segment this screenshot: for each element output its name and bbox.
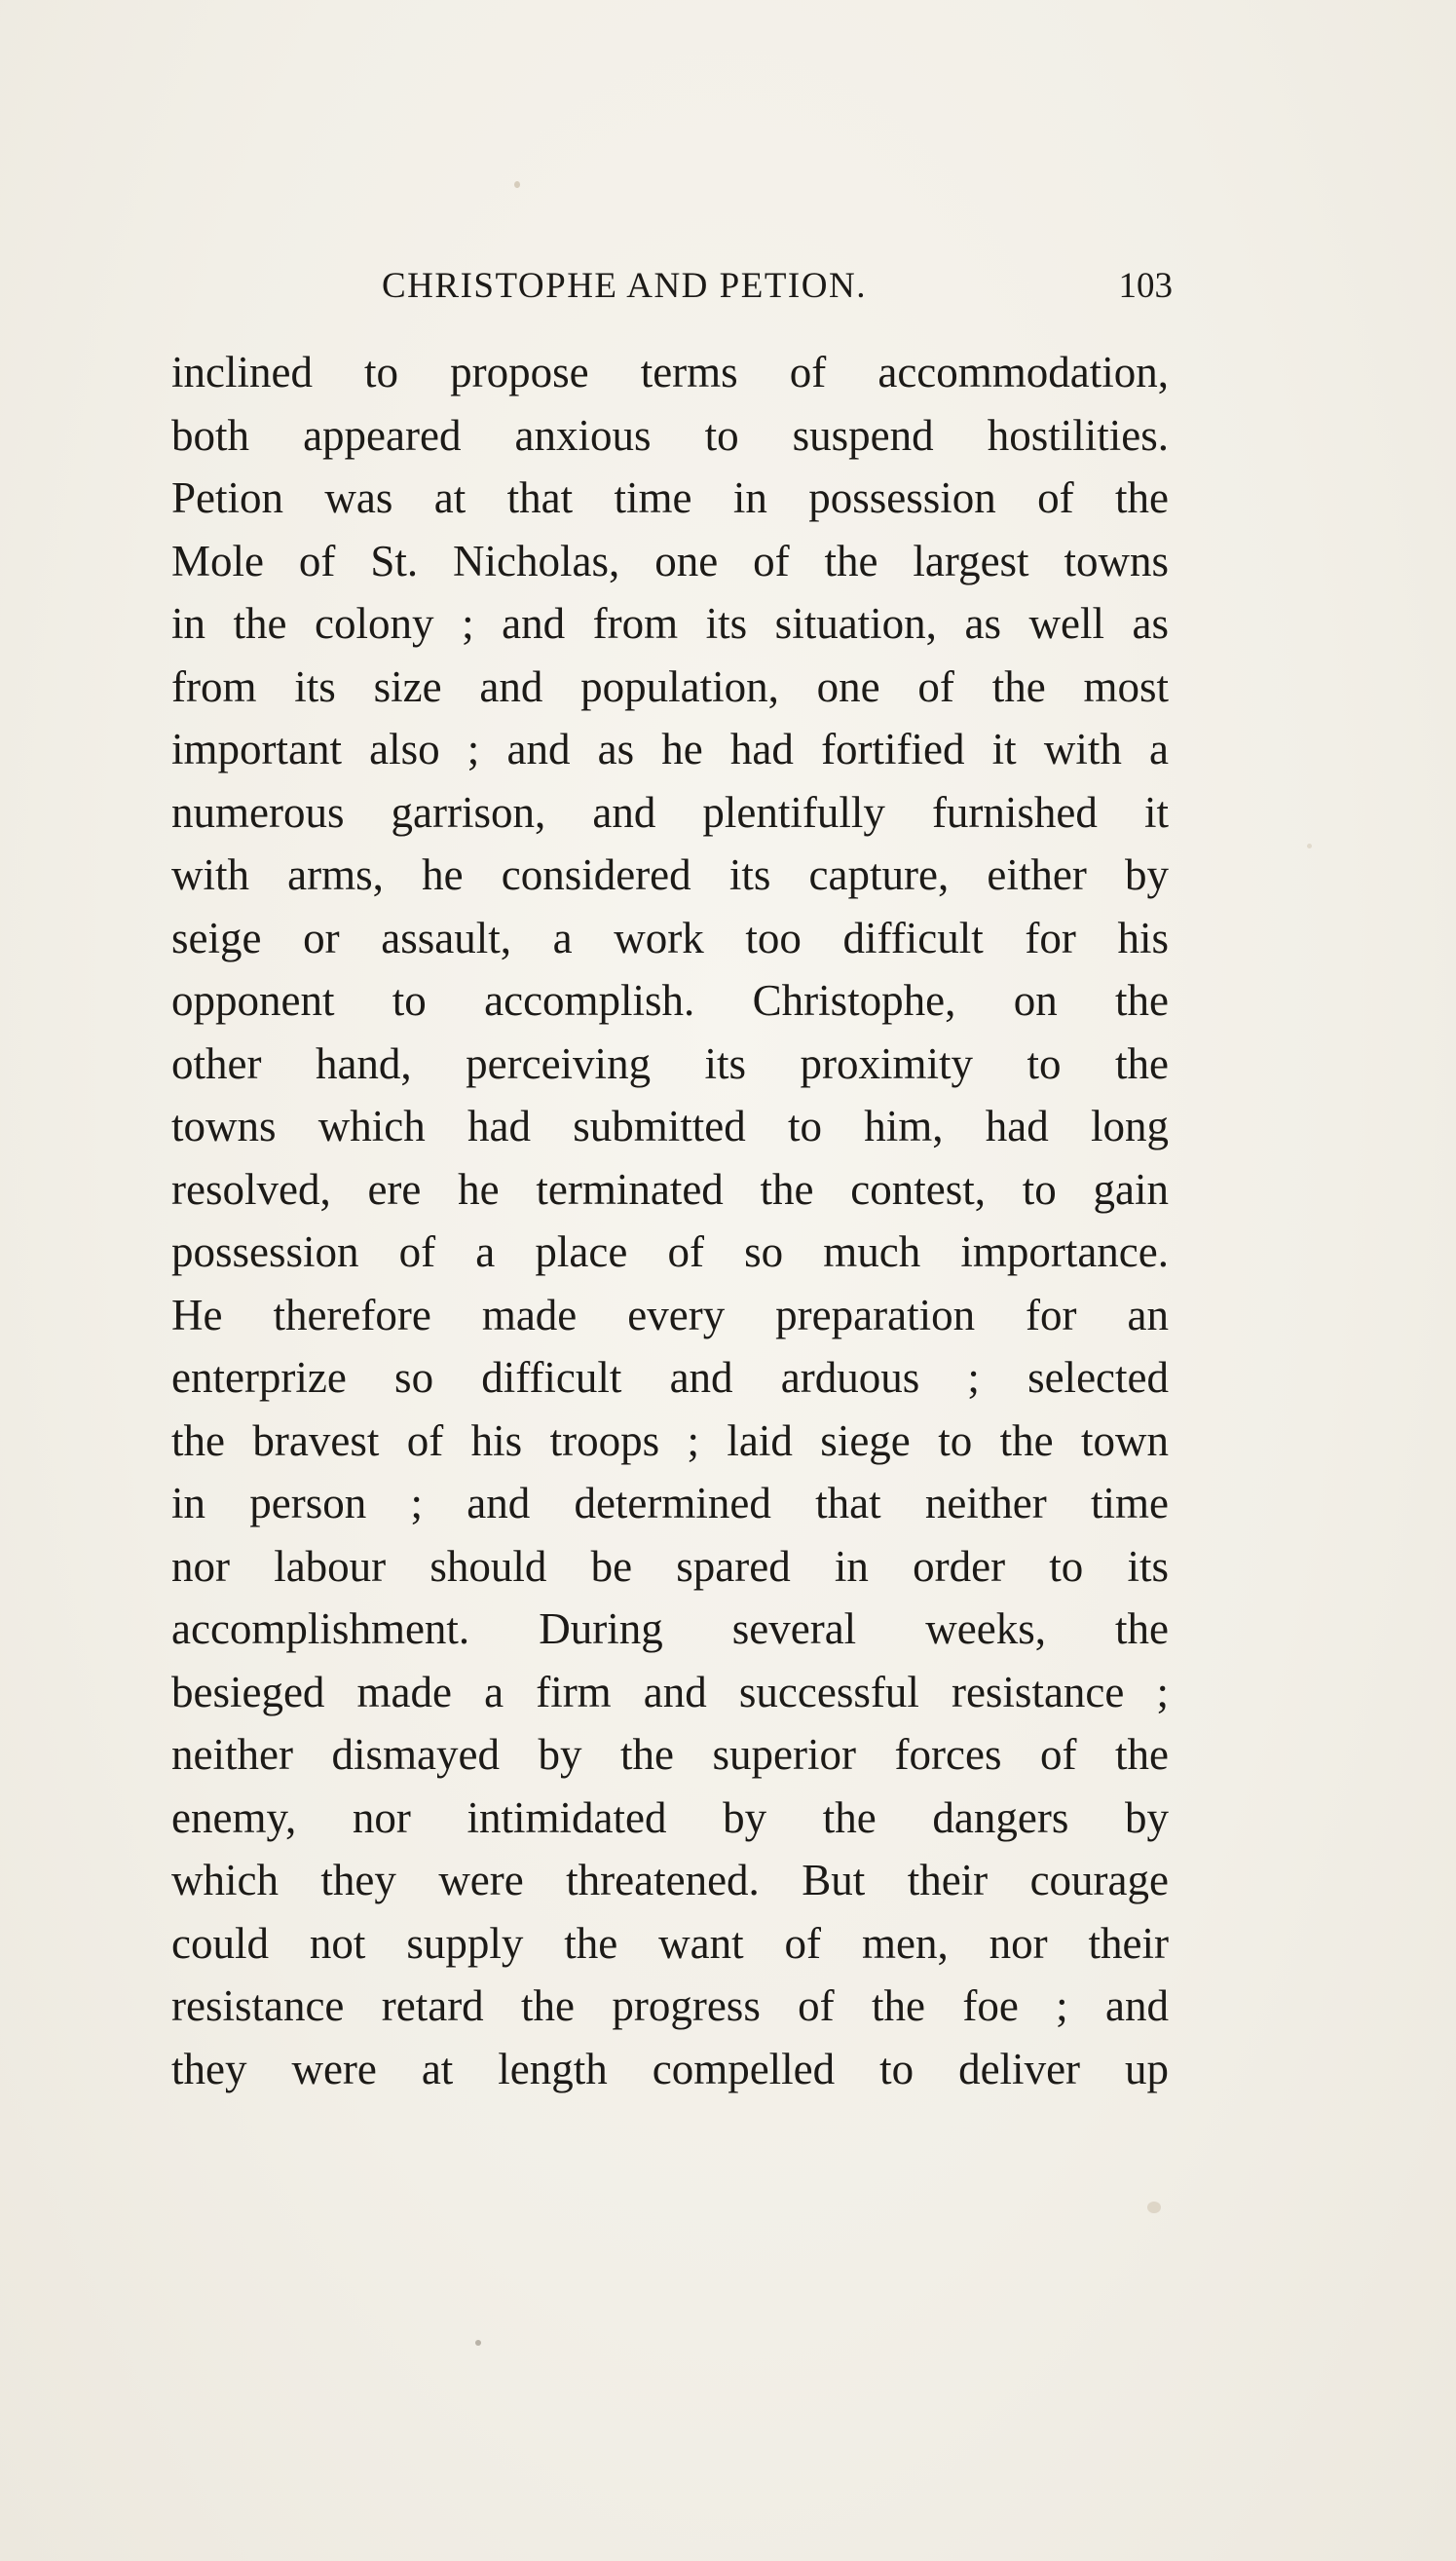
running-head bbox=[382, 265, 1173, 314]
text-line: Mole of St. Nicholas, one of the largest towns bbox=[171, 536, 1169, 585]
text-line: resolved, ere he terminated the contest, to gain bbox=[171, 1164, 1169, 1214]
text-line: the bravest of his troops ; laid siege to the town bbox=[171, 1415, 1169, 1465]
paper-speck bbox=[1147, 2202, 1161, 2213]
text-line: seige or assault, a work too difficult for his bbox=[171, 913, 1169, 962]
text-line: with arms, he considered its capture, either by bbox=[171, 850, 1169, 899]
text-line: numerous garrison, and plentifully furnished it bbox=[171, 787, 1169, 837]
text-line: opponent to accomplish. Christophe, on the bbox=[171, 976, 1169, 1025]
paper-speck bbox=[1307, 844, 1312, 848]
text-line: other hand, perceiving its proximity to the bbox=[171, 1038, 1169, 1088]
text-line: could not supply the want of men, nor their bbox=[171, 1918, 1169, 1968]
text-line: important also ; and as he had fortified it with a bbox=[171, 725, 1169, 773]
text-line: Petion was at that time in possession of the bbox=[171, 473, 1169, 522]
text-line: accomplishment. During several weeks, the bbox=[171, 1604, 1169, 1653]
text-line: towns which had submitted to him, had long bbox=[171, 1102, 1169, 1150]
text-line: inclined to propose terms of accommodation, bbox=[171, 348, 1169, 396]
page-number: 103 bbox=[1118, 266, 1173, 306]
body-text bbox=[171, 341, 1169, 2100]
text-line: enemy, nor intimidated by the dangers by bbox=[171, 1792, 1169, 1842]
text-line: resistance retard the progress of the foe ; and bbox=[171, 1981, 1169, 2030]
text-line: they were at length compelled to deliver up bbox=[171, 2044, 1169, 2093]
text-line: nor labour should be spared in order to its bbox=[171, 1541, 1169, 1591]
text-line: in person ; and determined that neither time bbox=[171, 1479, 1169, 1527]
text-line: both appeared anxious to suspend hostilities. bbox=[171, 410, 1169, 460]
text-line: besieged made a firm and successful resistance ; bbox=[171, 1667, 1169, 1716]
text-line: possession of a place of so much importance. bbox=[171, 1227, 1169, 1276]
text-line: enterprize so difficult and arduous ; selected bbox=[171, 1353, 1169, 1402]
running-title: CHRISTOPHE AND PETION. bbox=[382, 266, 867, 306]
paper-speck bbox=[475, 2340, 481, 2346]
text-line: which they were threatened. But their courage bbox=[171, 1856, 1169, 1904]
text-line: in the colony ; and from its situation, as well as bbox=[171, 599, 1169, 648]
text-line: from its size and population, one of the most bbox=[171, 661, 1169, 711]
paper-speck bbox=[514, 181, 520, 188]
text-line: neither dismayed by the superior forces of the bbox=[171, 1730, 1169, 1779]
text-line: He therefore made every preparation for an bbox=[171, 1290, 1169, 1339]
